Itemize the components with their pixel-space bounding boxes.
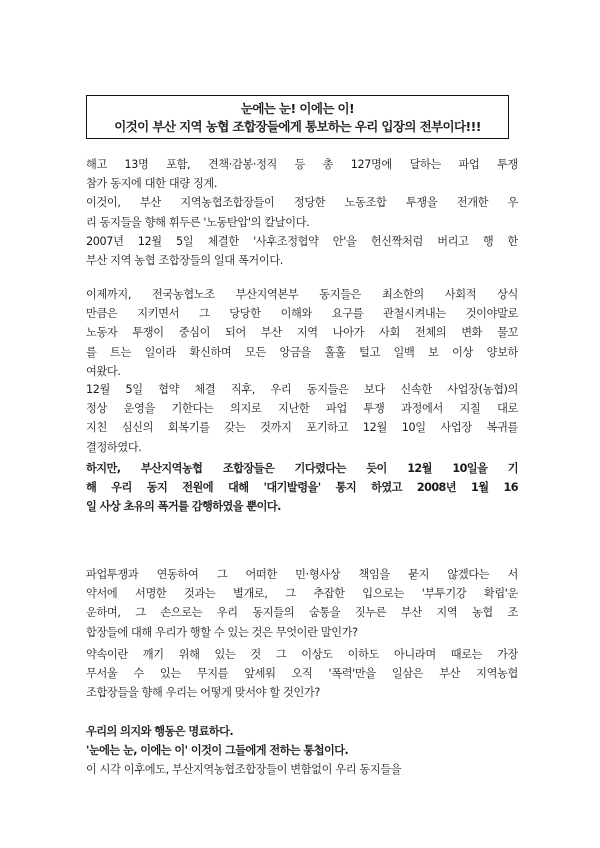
- text-line: 리 동지들을 향해 휘두른 '노동탄압'의 칼날이다.: [86, 215, 310, 229]
- title-line-2: 이것이 부산 지역 농협 조합장들에게 통보하는 우리 입장의 전부이다!!!: [114, 119, 481, 134]
- text-line: 지친 심신의 회복기를 갖는 것까지 포기하고 12월 10일 사업장 복귀를: [86, 421, 518, 435]
- text-line: 해 우리 동지 전원에 대해 '대기발령을' 통지 하였고 2008년 1월 16: [86, 481, 518, 495]
- paragraph-5: [86, 565, 518, 642]
- paragraph-3: [86, 380, 518, 457]
- text-line: 2007년 12월 5일 체결한 '사후조정협약 안'을 헌신짝처럼 버리고 행 한: [86, 234, 518, 248]
- text-line: 이 시각 이후에도, 부산지역농협조합장들이 변함없이 우리 동지들을: [86, 763, 402, 776]
- text-line: 이제까지, 전국농협노조 부산지역본부 동지들은 최소한의 사회적 상식: [86, 288, 518, 301]
- paragraph-7: [86, 722, 518, 760]
- text-line: 참가 동지에 대한 대량 징계.: [86, 177, 218, 191]
- paragraph-2: [86, 285, 518, 381]
- text-line: 일 사상 초유의 폭거를 감행하였을 뿐이다.: [86, 500, 281, 514]
- paragraph-1: [86, 155, 518, 270]
- text-line: 결정하였다.: [86, 440, 142, 454]
- text-line: 부산 지역 농협 조합장들의 일대 폭거이다.: [86, 254, 284, 268]
- text-line: 이것이, 부산 지역농협조합장들이 정당한 노동조합 투쟁을 전개한 우: [86, 196, 518, 210]
- text-line: 해고 13명 포함, 견책·감봉·정직 등 총 127명에 달하는 파업 투쟁: [86, 158, 518, 171]
- title-line-1: 눈에는 눈! 이에는 이!: [240, 101, 355, 116]
- text-line: 를 트는 일이라 확신하며 모든 앙금을 훌훌 털고 일백 보 이상 양보하: [86, 345, 518, 359]
- paragraph-4: [86, 459, 518, 517]
- text-line: 우리의 의지와 행동은 명료하다.: [86, 725, 234, 738]
- text-line: 약서에 서명한 것과는 별개로, 그 추잡한 입으로는 '부투기강 확립'운: [86, 587, 518, 601]
- text-line: '눈에는 눈, 이에는 이' 이것이 그들에게 전하는 통첩이다.: [86, 744, 349, 758]
- text-line: 무서울 수 있는 무지를 앞세워 오직 '폭력'만을 일삼은 부산 지역농협: [86, 667, 518, 681]
- text-line: 여왔다.: [86, 364, 121, 378]
- text-line: 만큼은 지키면서 그 당당한 이해와 요구를 관철시켜내는 것이야말로: [86, 307, 518, 321]
- title-box: [86, 95, 509, 139]
- text-line: 노동자 투쟁이 중심이 되어 부산 지역 나아가 사회 전체의 변화 물꼬: [86, 326, 518, 340]
- text-line: 운하며, 그 손으로는 우리 동지들의 숨통을 짓누른 부산 지역 농협 조: [86, 606, 518, 620]
- text-line: 약속이란 깨기 위해 있는 것 그 이상도 이하도 아니라며 때로는 가장: [86, 648, 518, 661]
- text-line: 정상 운영을 기한다는 의지로 지난한 파업 투쟁 과정에서 지칠 대로: [86, 402, 518, 416]
- text-line: 12월 5일 협약 체결 직후, 우리 동지들은 보다 신속한 사업장(농협)의: [86, 383, 518, 396]
- text-line: 파업투쟁과 연동하여 그 어떠한 민·형사상 책임을 묻지 않겠다는 서: [86, 568, 518, 581]
- paragraph-6: [86, 645, 518, 703]
- text-line: 하지만, 부산지역농협 조합장들은 기다렸다는 듯이 12월 10일을 기: [86, 462, 518, 475]
- text-line: 조합장들을 향해 우리는 어떻게 맞서야 할 것인가?: [86, 686, 320, 700]
- text-line: 합장들에 대해 우리가 행할 수 있는 것은 무엇이란 말인가?: [86, 625, 358, 639]
- paragraph-8: [86, 760, 518, 779]
